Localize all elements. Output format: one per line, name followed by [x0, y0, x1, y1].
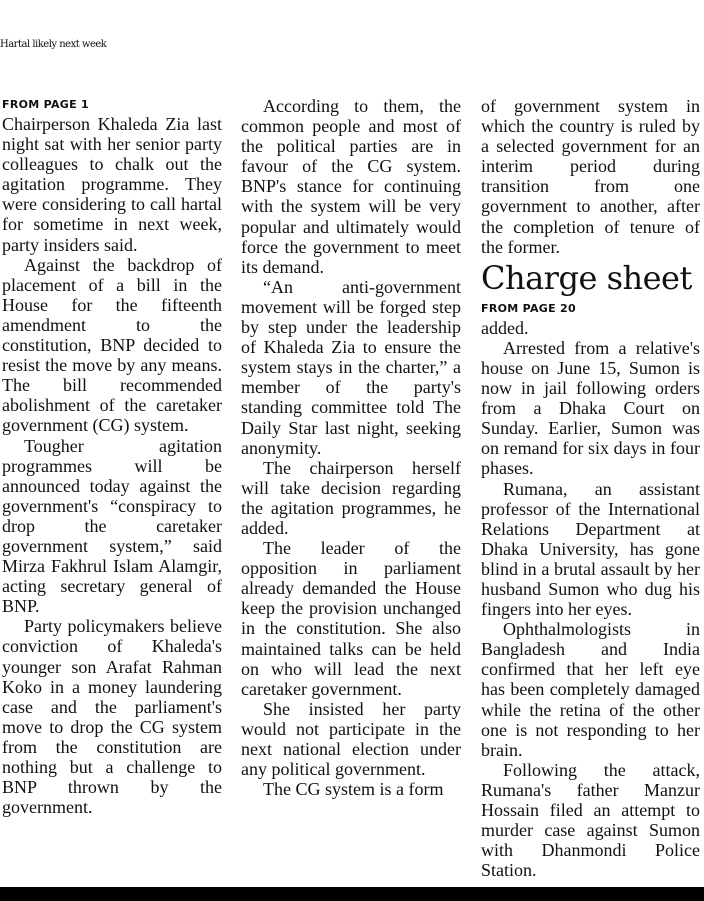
article-paragraph: Chairperson Khaleda Zia last night sat with her senior party colleagues to chalk out the agitation programme. They were considering to call hartal for sometime in next week, party insiders said.	[2, 114, 222, 255]
article-paragraph: Against the backdrop of placement of a bill in the House for the fifteenth amendment to the constitution, BNP decided to resist the move by any means. The bill recommended abolishment of the caretaker government (CG) system.	[2, 254, 222, 436]
article-paragraph: The chairperson herself will take decision regarding the agitation programmes, he added.	[241, 457, 461, 538]
charge-sheet-paragraph: Following the attack, Rumana's father Manzur Hossain filed an attempt to murder case against Sumon with Dhanmondi Police Station.	[481, 759, 700, 881]
dateline: FROM PAGE 1	[2, 98, 90, 111]
article-paragraph: “An anti-government movement will be forged step by step under the leadership of Khaleda Zia to ensure the system stays in the charter,” a member of the party's standing committee told The Daily Star last night, seeking anonymity.	[241, 276, 461, 458]
article-paragraph: The leader of the opposition in parliament already demanded the House keep the provision unchanged in the constitution. She also maintained talks can be held on who will lead the next caretaker government.	[241, 538, 461, 699]
charge-sheet-paragraph: Ophthalmologists in Bangladesh and India confirmed that her left eye has been completely damaged while the retina of the other one is not responding to her brain.	[481, 619, 700, 760]
charge-sheet-paragraph: added.	[481, 317, 529, 338]
headline: Hartal likely next week	[0, 39, 107, 50]
article-paragraph: She insisted her party would not participate in the next national election under any political government.	[241, 698, 461, 780]
bottom-border	[0, 887, 704, 901]
article-paragraph: The CG system is a form	[263, 779, 444, 800]
article-column-3	[481, 96, 700, 880]
charge-sheet-paragraph: Rumana, an assistant professor of the International Relations Department at Dhaka University, has gone blind in a brutal assault by her husband Sumon who dug his fingers into her eyes.	[481, 478, 700, 620]
article-paragraph: Party policymakers believe conviction of Khaleda's younger son Arafat Rahman Koko in a money laundering case and the parliament's move to drop the CG system from the constitution are nothing but a challenge to BNP thrown by the government.	[2, 616, 222, 818]
article-paragraph: According to them, the common people and most of the political parties are in favour of the CG system. BNP's stance for continuing with the system will be very popular and ultimately would force the government to meet its demand.	[241, 96, 461, 277]
charge-sheet-headline: Charge sheet	[481, 258, 692, 297]
article-column-1	[2, 96, 222, 817]
article-paragraph: Tougher agitation programmes will be announced today against the government's “conspiracy to drop the caretaker government system,” said Mirza Fakhrul Islam Alamgir, acting secretary general of BNP.	[2, 435, 222, 617]
article-paragraph: of government system in which the country is ruled by a selected government for an interim period during transition from one government to another, after the completion of tenure of the former.	[481, 96, 700, 257]
charge-sheet-dateline: FROM PAGE 20	[481, 301, 576, 315]
charge-sheet-paragraph: Arrested from a relative's house on June 15, Sumon is now in jail following orders from a Dhaka Court on Sunday. Earlier, Sumon was on remand for six days in four phases.	[481, 337, 700, 479]
article-column-2	[241, 96, 461, 799]
